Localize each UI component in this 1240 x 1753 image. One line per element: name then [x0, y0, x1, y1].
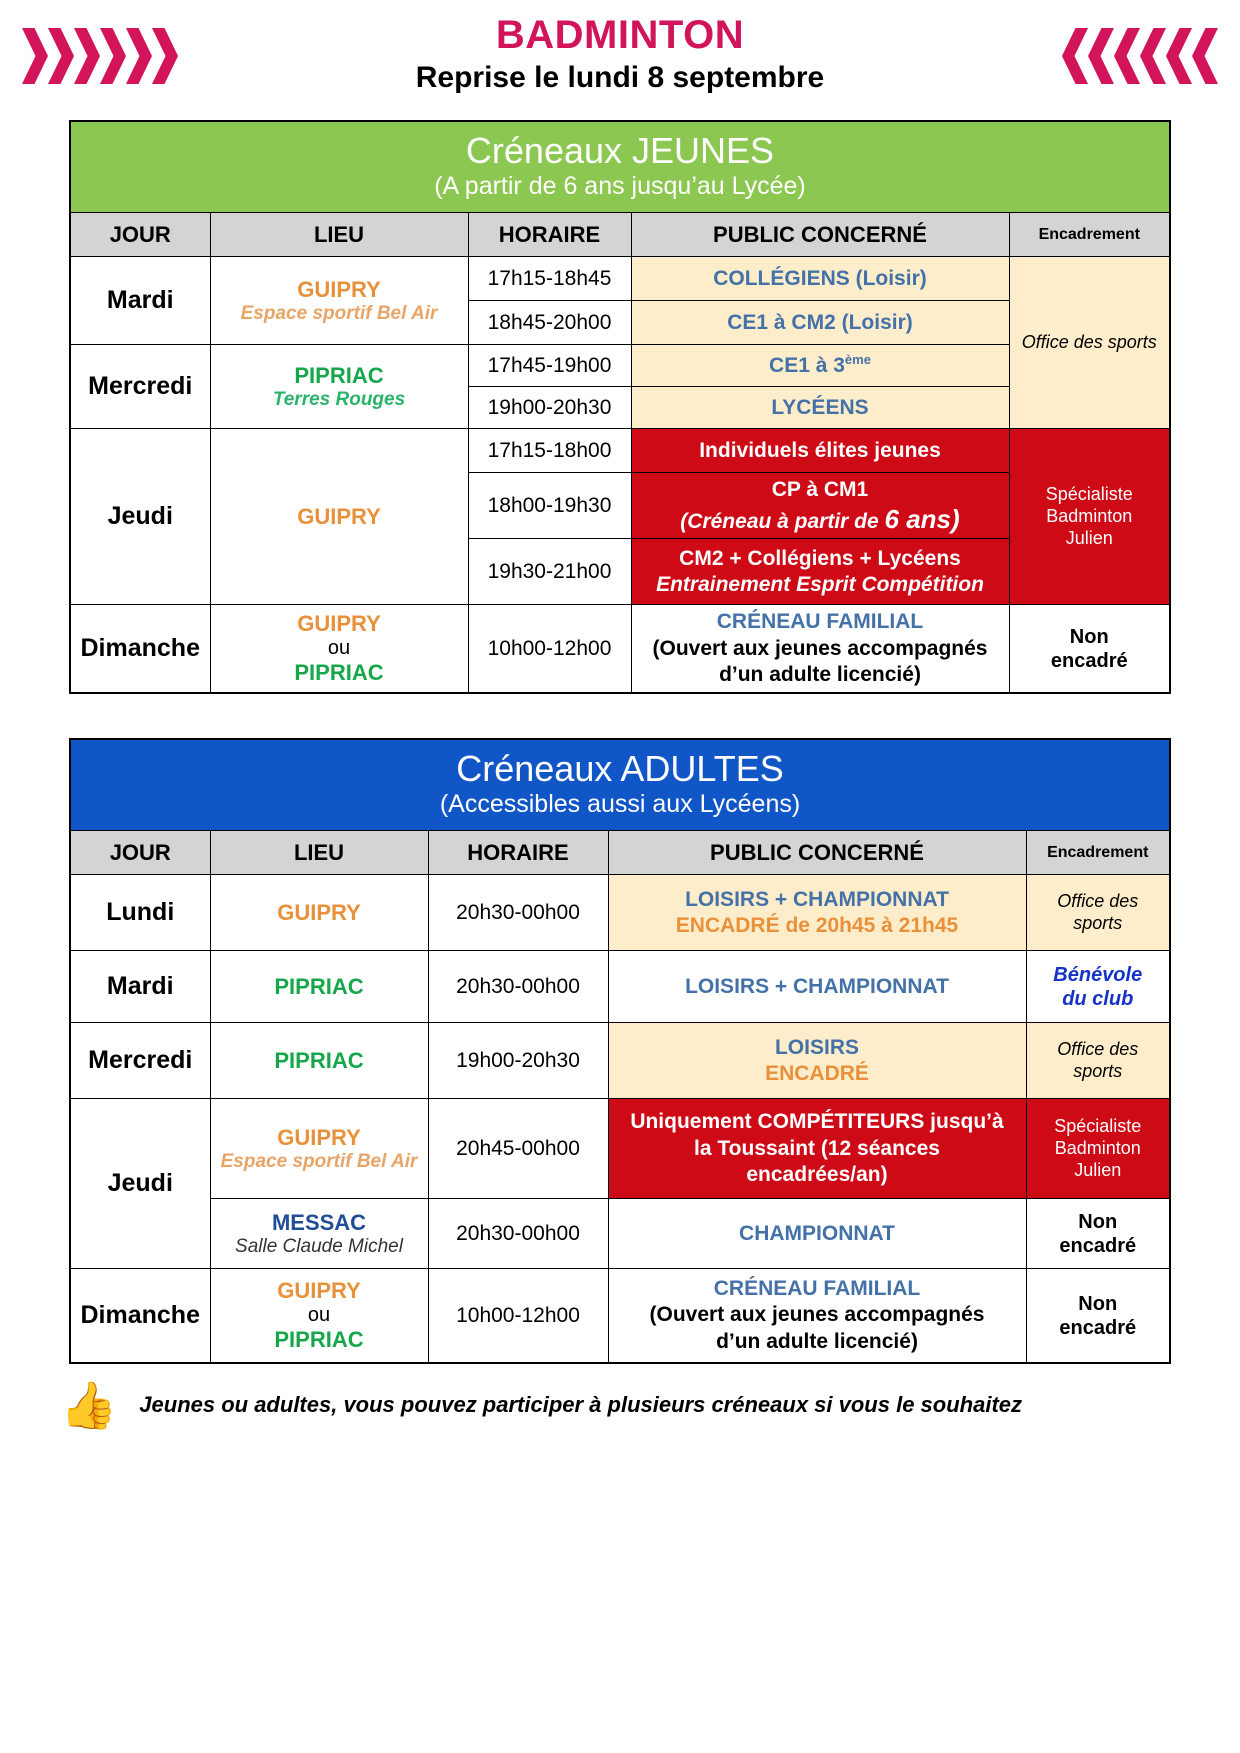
encadrement-cell	[1026, 1269, 1170, 1363]
encadrement-text-line1: Bénévole	[1053, 963, 1143, 986]
column-header-horaire: HORAIRE	[468, 213, 631, 257]
title-block	[0, 14, 1240, 94]
public-text-line1: LOISIRS	[774, 1035, 859, 1059]
column-header-jour: JOUR	[70, 831, 210, 875]
public-text-line1: LOISIRS + CHAMPIONNAT	[685, 974, 949, 998]
place-name: GUIPRY	[297, 276, 381, 302]
table-row	[70, 605, 1170, 693]
public-text: CRÉNEAU FAMILIAL	[716, 610, 924, 634]
page-subtitle: Reprise le lundi 8 septembre	[415, 61, 825, 94]
jeunes-schedule-table	[69, 120, 1171, 694]
encadrement-text-line1: Non	[1078, 1292, 1118, 1315]
encadrement-text-line1: Non	[1078, 1210, 1118, 1233]
footer-note	[0, 1364, 1240, 1431]
encadrement-text-line2: Badminton	[1054, 1137, 1141, 1158]
place-name: PIPRIAC	[294, 362, 384, 388]
public-cell	[608, 875, 1026, 951]
encadrement-text-line1: Office des	[1057, 1039, 1139, 1060]
encadrement-cell	[1026, 875, 1170, 951]
time-cell: 19h00-20h30	[468, 387, 631, 429]
table-row	[70, 951, 1170, 1023]
day-cell: Mercredi	[70, 1023, 210, 1099]
adultes-banner-subtitle: (Accessibles aussi aux Lycéens)	[439, 789, 801, 818]
place-cell	[210, 605, 468, 693]
encadrement-cell	[1009, 257, 1170, 429]
place-cell	[210, 1199, 428, 1269]
public-cell	[631, 539, 1009, 605]
public-text: CE1 à CM2 (Loisir)	[727, 310, 913, 334]
place-name-alt: PIPRIAC	[274, 1327, 364, 1353]
table-row	[70, 1199, 1170, 1269]
place-cell	[210, 345, 468, 429]
column-header-lieu: LIEU	[210, 213, 468, 257]
public-cell	[631, 257, 1009, 301]
public-text: CP à CM1	[771, 477, 869, 501]
encadrement-cell	[1009, 605, 1170, 693]
public-cell	[631, 301, 1009, 345]
public-cell	[631, 605, 1009, 693]
public-text-line1: LOISIRS + CHAMPIONNAT	[685, 887, 949, 911]
encadrement-text-line2: encadré	[1059, 1316, 1137, 1339]
place-name: GUIPRY	[277, 1277, 361, 1303]
table-row	[70, 257, 1170, 301]
day-cell: Jeudi	[70, 1099, 210, 1269]
adultes-banner-title: Créneaux ADULTES	[456, 747, 784, 789]
encadrement-text-line2: encadré	[1059, 1234, 1137, 1257]
place-separator: ou	[327, 636, 351, 659]
day-cell: Mardi	[70, 951, 210, 1023]
encadrement-text-line2: du club	[1062, 987, 1134, 1010]
chevron-left-icon	[1088, 28, 1114, 84]
public-text-line2: (Ouvert aux jeunes accompagnés	[649, 1303, 985, 1327]
public-text: CE1 à 3	[769, 354, 845, 378]
public-cell	[608, 1099, 1026, 1199]
public-text-sup: ème	[844, 352, 871, 368]
place-separator: ou	[307, 1303, 331, 1326]
encadrement-text-line2: Badminton	[1046, 506, 1133, 527]
place-sub-name: Terres Rouges	[272, 388, 406, 410]
public-text-line2: (Créneau à partir de	[680, 509, 885, 533]
public-text: LYCÉENS	[771, 395, 869, 419]
adultes-banner-row	[70, 739, 1170, 831]
public-cell	[608, 1023, 1026, 1099]
time-cell: 10h00-12h00	[468, 605, 631, 693]
table-row	[70, 1023, 1170, 1099]
day-cell: Mardi	[70, 257, 210, 345]
public-text-line2: la Toussaint (12 séances	[694, 1136, 940, 1160]
day-cell: Dimanche	[70, 605, 210, 693]
public-text-line2: (Ouvert aux jeunes accompagnés	[652, 636, 988, 660]
public-text-line1: CHAMPIONNAT	[739, 1221, 895, 1245]
page-header	[0, 0, 1240, 120]
chevron-left-icon	[1114, 28, 1140, 84]
public-cell	[608, 1269, 1026, 1363]
encadrement-text-line1: Office des	[1057, 891, 1139, 912]
public-text: COLLÉGIENS (Loisir)	[713, 266, 927, 290]
public-cell	[631, 429, 1009, 473]
public-cell	[631, 387, 1009, 429]
table-row	[70, 345, 1170, 387]
place-sub-name: Salle Claude Michel	[235, 1235, 403, 1257]
chevron-left-icon	[1062, 28, 1088, 84]
day-cell: Jeudi	[70, 429, 210, 605]
jeunes-banner-subtitle: (A partir de 6 ans jusqu’au Lycée)	[434, 171, 806, 200]
place-name-alt: PIPRIAC	[294, 660, 384, 686]
encadrement-text-line2: sports	[1073, 1060, 1123, 1081]
public-cell	[608, 951, 1026, 1023]
place-name: GUIPRY	[297, 503, 381, 529]
time-cell: 20h30-00h00	[428, 951, 608, 1023]
day-cell: Dimanche	[70, 1269, 210, 1363]
place-name: GUIPRY	[277, 1124, 361, 1150]
public-cell	[631, 473, 1009, 539]
place-name: MESSAC	[271, 1209, 367, 1235]
thumbs-up-icon: 👍	[60, 1378, 118, 1431]
adultes-banner	[70, 739, 1170, 831]
public-text-line2: Entrainement Esprit Compétition	[656, 572, 984, 596]
chevron-left-icon-group	[1062, 28, 1218, 84]
public-text: CM2 + Collégiens + Lycéens	[679, 546, 961, 570]
public-text-line2: ENCADRÉ	[765, 1061, 869, 1085]
public-text-line3: d’un adulte licencié)	[716, 1329, 918, 1353]
column-header-public: PUBLIC CONCERNÉ	[608, 831, 1026, 875]
time-cell: 18h00-19h30	[468, 473, 631, 539]
table-row	[70, 1269, 1170, 1363]
place-cell	[210, 875, 428, 951]
time-cell: 17h15-18h45	[468, 257, 631, 301]
time-cell: 20h30-00h00	[428, 1199, 608, 1269]
place-sub-name: Espace sportif Bel Air	[220, 1150, 418, 1172]
jeunes-column-header-row	[70, 213, 1170, 257]
encadrement-cell	[1026, 951, 1170, 1023]
public-cell	[631, 345, 1009, 387]
encadrement-cell	[1026, 1023, 1170, 1099]
chevron-left-icon	[1192, 28, 1218, 84]
place-cell	[210, 1099, 428, 1199]
time-cell: 19h30-21h00	[468, 539, 631, 605]
chevron-left-icon	[1140, 28, 1166, 84]
column-header-encadrement: Encadrement	[1009, 213, 1170, 257]
encadrement-cell	[1009, 429, 1170, 605]
public-text-line3: d’un adulte licencié)	[719, 662, 921, 686]
time-cell: 19h00-20h30	[428, 1023, 608, 1099]
place-sub-name: Espace sportif Bel Air	[240, 302, 438, 324]
jeunes-banner-title: Créneaux JEUNES	[465, 130, 775, 171]
encadrement-text-line2: encadré	[1050, 649, 1128, 672]
column-header-lieu: LIEU	[210, 831, 428, 875]
encadrement-text-line2: sports	[1073, 912, 1123, 933]
time-cell: 17h15-18h00	[468, 429, 631, 473]
public-text-line2: ENCADRÉ de 20h45 à 21h45	[675, 913, 959, 937]
public-text-line1: Uniquement COMPÉTITEURS jusqu’à	[630, 1110, 1004, 1134]
encadrement-cell	[1026, 1199, 1170, 1269]
public-text: Individuels élites jeunes	[699, 438, 941, 462]
place-name: GUIPRY	[277, 899, 361, 925]
time-cell: 20h30-00h00	[428, 875, 608, 951]
day-cell: Mercredi	[70, 345, 210, 429]
jeunes-banner	[70, 121, 1170, 213]
day-cell: Lundi	[70, 875, 210, 951]
time-cell: 17h45-19h00	[468, 345, 631, 387]
place-name: GUIPRY	[297, 610, 381, 636]
column-header-jour: JOUR	[70, 213, 210, 257]
page-title: BADMINTON	[495, 13, 745, 57]
place-cell	[210, 1023, 428, 1099]
encadrement-text-line3: Julien	[1074, 1159, 1122, 1180]
encadrement-text-line3: Julien	[1065, 527, 1113, 548]
place-cell	[210, 951, 428, 1023]
encadrement-text-line1: Spécialiste	[1045, 484, 1133, 505]
encadrement-text-line1: Spécialiste	[1054, 1116, 1142, 1137]
public-text-line3: encadrées/an)	[746, 1162, 888, 1186]
time-cell: 20h45-00h00	[428, 1099, 608, 1199]
encadrement-text: Office des sports	[1021, 332, 1157, 353]
encadrement-cell	[1026, 1099, 1170, 1199]
time-cell: 18h45-20h00	[468, 301, 631, 345]
column-header-public: PUBLIC CONCERNÉ	[631, 213, 1009, 257]
column-header-encadrement: Encadrement	[1026, 831, 1170, 875]
public-cell	[608, 1199, 1026, 1269]
place-cell	[210, 1269, 428, 1363]
public-text-line1: CRÉNEAU FAMILIAL	[713, 1277, 921, 1301]
adultes-column-header-row	[70, 831, 1170, 875]
jeunes-banner-row	[70, 121, 1170, 213]
public-text-emph: 6 ans)	[884, 503, 960, 534]
time-cell: 10h00-12h00	[428, 1269, 608, 1363]
place-cell	[210, 257, 468, 345]
chevron-left-icon	[1166, 28, 1192, 84]
table-row	[70, 875, 1170, 951]
place-name: PIPRIAC	[274, 1047, 364, 1073]
table-spacer	[0, 694, 1240, 738]
column-header-horaire: HORAIRE	[428, 831, 608, 875]
footer-text: Jeunes ou adultes, vous pouvez participer à plusieurs créneaux si vous le souhaitez	[139, 1391, 1023, 1417]
table-row	[70, 1099, 1170, 1199]
place-cell	[210, 429, 468, 605]
place-name: PIPRIAC	[274, 973, 364, 999]
adultes-schedule-table	[69, 738, 1171, 1364]
encadrement-text-line1: Non	[1069, 625, 1109, 648]
table-row	[70, 429, 1170, 473]
